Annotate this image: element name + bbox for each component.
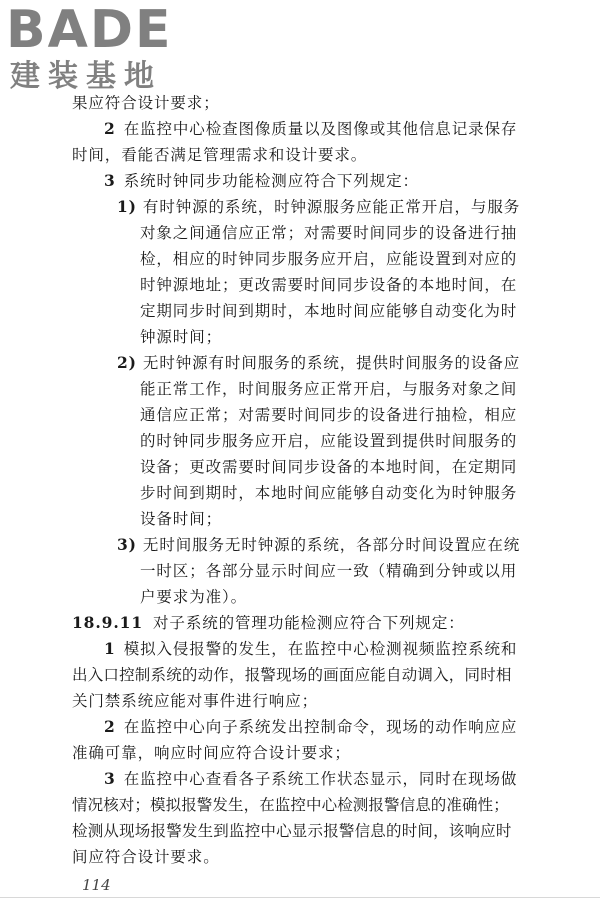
section-18-9-11: 18.9.11 对子系统的管理功能检测应符合下列规定：: [72, 613, 465, 632]
text-line: 一时区；各部分显示时间应一致（精确到分钟或以用: [140, 562, 518, 580]
text-line: 间应符合设计要求。: [72, 848, 220, 866]
text-line: 的时钟同步服务应开启，应能设置到提供时间服务的: [140, 432, 518, 450]
logo-subtitle: 建装基地: [10, 59, 162, 94]
section-item-1: 1 模拟入侵报警的发生，在监控中心检测视频监控系统和: [104, 639, 518, 658]
text-line: 步时间到期时，本地时间应能够自动变化为时钟服务: [140, 484, 518, 502]
list-item-3: 3 系统时钟同步功能检测应符合下列规定：: [104, 171, 419, 190]
list-item-2: 2 在监控中心检查图像质量以及图像或其他信息记录保存: [104, 119, 518, 138]
section-item-3: 3 在监控中心查看各子系统工作状态显示，同时在现场做: [104, 769, 518, 788]
text-line: 通信应正常；对需要时间同步的设备进行抽检，相应: [140, 406, 518, 424]
section-item-2: 2 在监控中心向子系统发出控制命令，现场的动作响应应: [104, 717, 518, 736]
text-line: 关门禁系统应能对事件进行响应；: [72, 692, 319, 710]
text-line: 果应符合设计要求；: [72, 94, 220, 112]
text-line: 户要求为准）。: [140, 588, 248, 606]
text-line: 能正常工作，时间服务应正常开启，与服务对象之间: [140, 380, 518, 398]
text-line: 检，相应的时钟同步服务应开启，应能设置到对应的: [140, 250, 518, 268]
sub-item-1: 1) 有时钟源的系统，时钟源服务应能正常开启，与服务: [117, 197, 521, 216]
text-line: 准确可靠，响应时间应符合设计要求；: [72, 744, 351, 762]
text-line: 出入口控制系统的动作，报警现场的画面应能自动调入，同时相: [72, 666, 512, 684]
bottom-divider: [0, 897, 600, 898]
sub-item-2: 2) 无时钟源有时间服务的系统，提供时间服务的设备应: [117, 353, 521, 372]
sub-item-3: 3) 无时间服务无时钟源的系统，各部分时间设置应在统: [117, 535, 521, 554]
text-line: 情况核对；模拟报警发生，在监控中心检测报警信息的准确性；: [72, 796, 509, 814]
text-line: 时钟源地址；更改需要时间同步设备的本地时间，在: [140, 276, 518, 294]
page-number: 114: [82, 876, 111, 894]
text-line: 定期同步时间到期时，本地时间应能够自动变化为时: [140, 302, 518, 320]
logo-brand-text: BADE: [6, 0, 173, 60]
text-line: 检测从现场报警发生到监控中心显示报警信息的时间，该响应时: [72, 822, 512, 840]
text-line: 对象之间通信应正常；对需要时间同步的设备进行抽: [140, 224, 518, 242]
brand-logo: [6, 2, 176, 98]
text-line: 时间，看能否满足管理需求和设计要求。: [72, 146, 368, 164]
text-line: 钟源时间；: [140, 328, 223, 346]
text-line: 设备时间；: [140, 510, 223, 528]
text-line: 设备；更改需要时间同步设备的本地时间，在定期同: [140, 458, 518, 476]
